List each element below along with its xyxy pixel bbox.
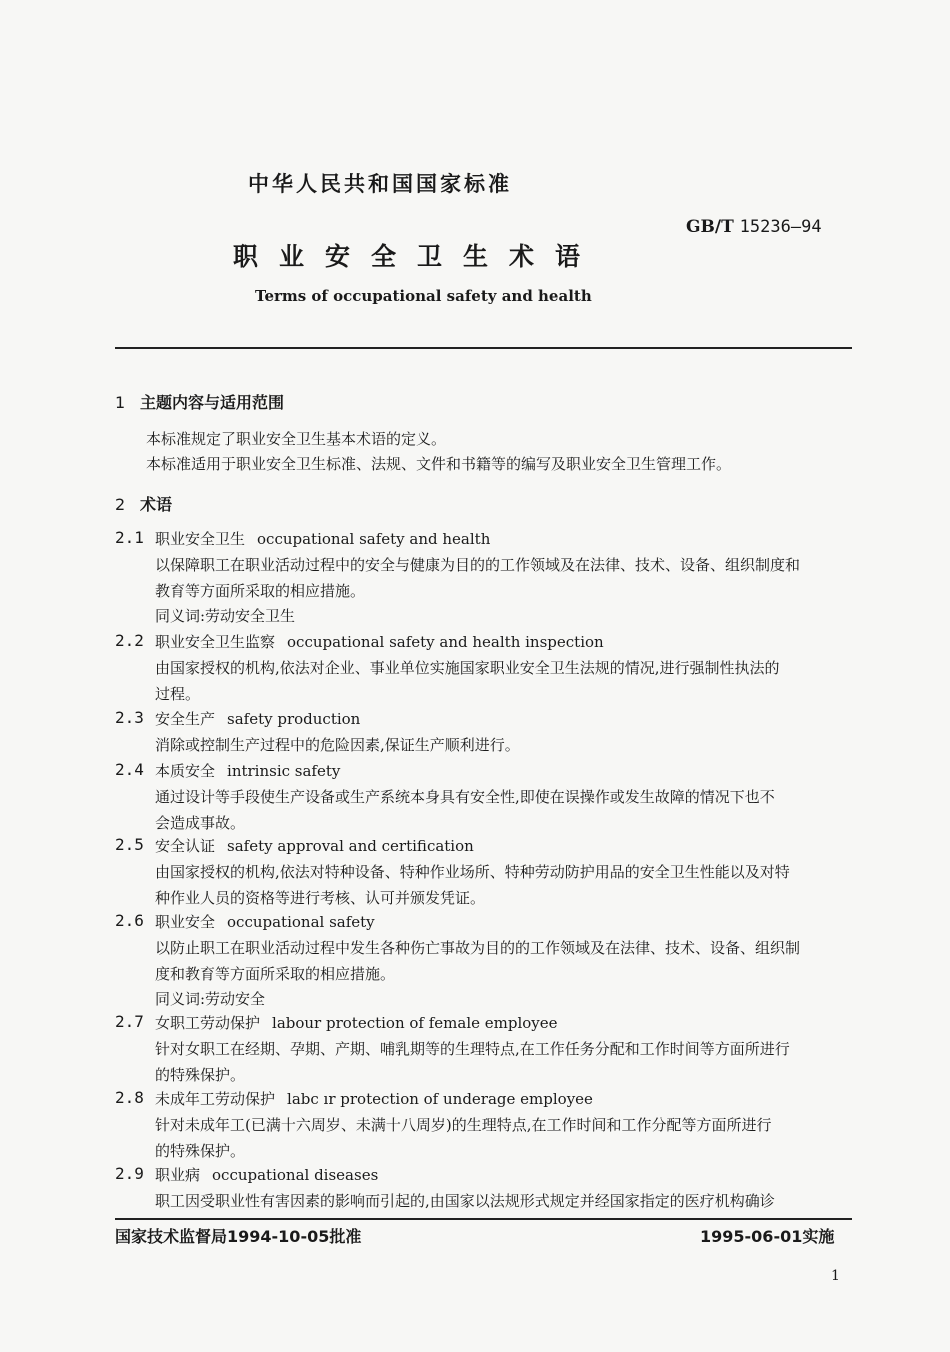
standard-code xyxy=(686,217,822,237)
term-definition-line: 针对未成年工(已满十六周岁、未满十八周岁)的生理特点,在工作时间和工作分配等方面所进行 xyxy=(155,1116,772,1134)
term-heading xyxy=(155,1164,378,1185)
section-1-paragraph: 本标准规定了职业安全卫生基本术语的定义。 xyxy=(146,430,447,448)
term-definition-line: 度和教育等方面所采取的相应措施。 xyxy=(155,964,396,983)
term-definition-line: 会造成事故。 xyxy=(155,813,246,832)
term-name-cn: 未成年工劳动保护 xyxy=(155,1090,276,1108)
section-2-title: 术语 xyxy=(140,495,173,514)
section-1-heading xyxy=(115,390,284,413)
term-name-en: safety approval and certification xyxy=(227,837,474,855)
section-1-number: 1 xyxy=(115,393,126,412)
term-definition-line: 以保障职工在职业活动过程中的安全与健康为目的的工作领域及在法律、技术、设备、组织制度和 xyxy=(155,556,801,574)
document-title-en: Terms of occupational safety and health xyxy=(255,287,592,305)
issue-date: 国家技术监督局1994-10-05批准 xyxy=(115,1227,362,1246)
footer-rule xyxy=(115,1218,852,1220)
term-name-en: occupational safety and health xyxy=(257,530,491,548)
term-name-en: intrinsic safety xyxy=(227,762,341,780)
term-definition-line: 由国家授权的机构,依法对企业、事业单位实施国家职业安全卫生法规的情况,进行强制性执法的 xyxy=(155,659,780,677)
section-1-title: 主题内容与适用范围 xyxy=(140,393,285,412)
term-name-en: occupational diseases xyxy=(212,1166,379,1184)
term-number: 2.6 xyxy=(115,911,144,930)
term-definition-line: 以防止职工在职业活动过程中发生各种伤亡事故为目的的工作领域及在法律、技术、设备、组织制 xyxy=(155,939,801,957)
term-name-cn: 职业病 xyxy=(155,1166,201,1184)
term-name-en: labour protection of female employee xyxy=(272,1014,558,1032)
term-definition-line: 过程。 xyxy=(155,684,201,703)
term-definition-line: 职工因受职业性有害因素的影响而引起的,由国家以法规形式规定并经国家指定的医疗机构确诊 xyxy=(155,1192,775,1210)
term-name-cn: 本质安全 xyxy=(155,762,216,780)
term-heading xyxy=(155,631,604,652)
term-number: 2.7 xyxy=(115,1012,144,1031)
standard-code-number: 15236—94 xyxy=(739,217,822,237)
term-name-en: occupational safety xyxy=(227,913,375,931)
term-heading xyxy=(155,835,474,856)
term-definition-line: 由国家授权的机构,依法对特种设备、特种作业场所、特种劳动防护用品的安全卫生性能以及对特 xyxy=(155,863,790,881)
page-number: 1 xyxy=(831,1268,840,1284)
term-definition-line: 同义词:劳动安全卫生 xyxy=(155,607,296,625)
section-1-paragraph: 本标准适用于职业安全卫生标准、法规、文件和书籍等的编写及职业安全卫生管理工作。 xyxy=(146,455,732,473)
term-number: 2.8 xyxy=(115,1088,144,1107)
term-number: 2.4 xyxy=(115,760,144,779)
term-heading xyxy=(155,528,490,549)
term-definition-line: 的特殊保护。 xyxy=(155,1065,246,1084)
term-definition-line: 通过设计等手段使生产设备或生产系统本身具有安全性,即使在误操作或发生故障的情况下也不 xyxy=(155,788,775,806)
term-heading xyxy=(155,911,375,932)
term-definition-line: 同义词:劳动安全 xyxy=(155,990,266,1008)
term-name-cn: 职业安全卫生 xyxy=(155,530,246,548)
term-heading xyxy=(155,1088,593,1109)
term-definition-line: 种作业人员的资格等进行考核、认可并颁发凭证。 xyxy=(155,888,486,907)
effective-date: 1995-06-01实施 xyxy=(700,1227,835,1246)
term-number: 2.1 xyxy=(115,528,144,547)
term-number: 2.5 xyxy=(115,835,144,854)
term-name-en: occupational safety and health inspection xyxy=(287,633,604,651)
term-heading xyxy=(155,760,340,781)
term-definition-line: 针对女职工在经期、孕期、产期、哺乳期等的生理特点,在工作任务分配和工作时间等方面所进行 xyxy=(155,1040,790,1058)
term-name-cn: 职业安全 xyxy=(155,913,216,931)
term-definition-line: 教育等方面所采取的相应措施。 xyxy=(155,581,366,600)
term-number: 2.2 xyxy=(115,631,144,650)
section-2-number: 2 xyxy=(115,495,126,514)
term-name-cn: 职业安全卫生监察 xyxy=(155,633,276,651)
term-name-cn: 安全生产 xyxy=(155,710,216,728)
header-rule xyxy=(115,347,852,349)
term-name-en: safety production xyxy=(227,710,361,728)
term-number: 2.9 xyxy=(115,1164,144,1183)
document-title-cn: 职业安全卫生术语 xyxy=(233,242,602,271)
standard-code-prefix: GB/T xyxy=(686,217,734,237)
term-definition-line: 的特殊保护。 xyxy=(155,1141,246,1160)
term-name-cn: 女职工劳动保护 xyxy=(155,1014,261,1032)
term-heading xyxy=(155,1012,558,1033)
section-2-heading xyxy=(115,492,172,515)
term-name-cn: 安全认证 xyxy=(155,837,216,855)
term-name-en: labc ır protection of underage employee xyxy=(287,1090,593,1108)
term-number: 2.3 xyxy=(115,708,144,727)
term-definition-line: 消除或控制生产过程中的危险因素,保证生产顺利进行。 xyxy=(155,736,520,754)
national-standard-heading: 中华人民共和国国家标准 xyxy=(248,172,512,196)
term-heading xyxy=(155,708,360,729)
